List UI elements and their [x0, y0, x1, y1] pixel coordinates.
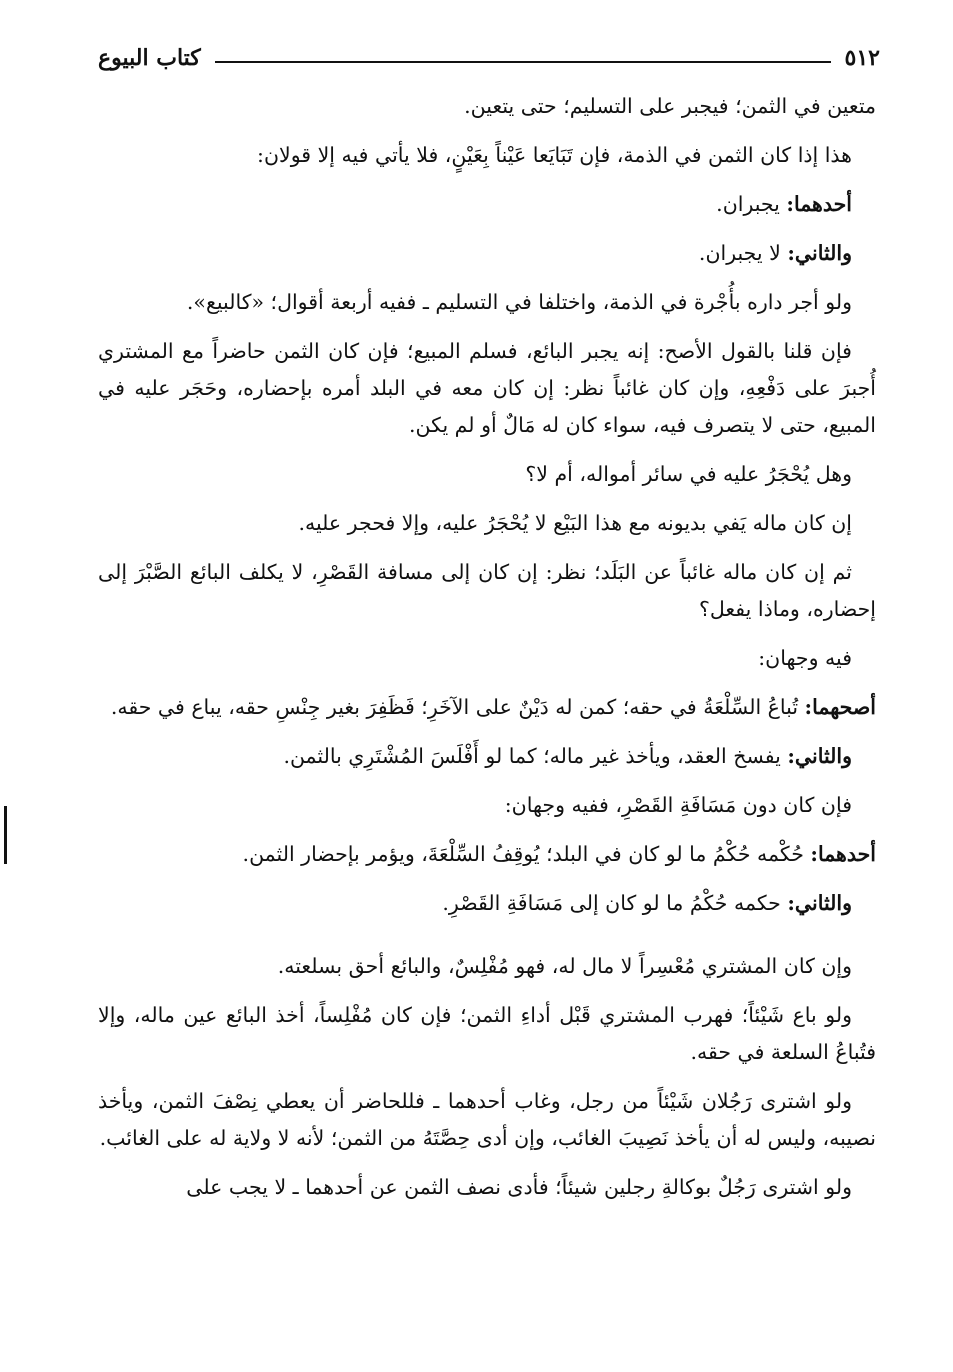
margin-mark — [4, 806, 7, 864]
paragraph: والثاني: حكمه حُكْمُ ما لو كان إلى مَسَافَةِ القَصْرِ. — [442, 891, 852, 915]
book-title: كتاب البيوع — [98, 45, 201, 71]
paragraph: ولو اشترى رَجُلان شَيْئاً من رجل، وغاب أحدهما ـ فللحاضر أن يعطي نِصْفَ الثمن، ويأخذ نصيبه، وليس له أن يأخذ نَصِيبَ الغائب، وإن أدى حِصَّتَهُ من الثمن؛ لأنه لا ولاية له على الغائب. — [98, 1089, 876, 1150]
paragraph: ولو أجر داره بأُجْرة في الذمة، واختلفا في التسليم ـ ففيه أربعة أقوال؛ «كالبيع». — [186, 290, 852, 314]
page-number: ٥١٢ — [844, 45, 880, 71]
paragraph: متعين في الثمن؛ فيجبر على التسليم؛ حتى يتعين. — [464, 94, 876, 118]
paragraph: فإن كان دون مَسَافَةِ القَصْرِ، ففيه وجهان: — [504, 793, 852, 817]
paragraph: هذا إذا كان الثمن في الذمة، فإن تَبَايَعا عَيْناً بِعَيْنٍ، فلا يأتي فيه إلا قولان: — [257, 143, 852, 167]
paragraph: ولو باع شَيْئاً؛ فهرب المشتري قَبْل أداءِ الثمن؛ فإن كان مُفْلِساً، أخذ البائع عين ماله، وإلا فتُباعُ السلعة في حقه. — [98, 1003, 876, 1064]
paragraph: ولو اشترى رَجُلٌ بوكالةِ رجلين شيئاً؛ فأدى نصف الثمن عن أحدهما ـ لا يجب على — [186, 1175, 852, 1199]
paragraph: والثاني: لا يجبران. — [698, 241, 852, 265]
paragraph: وهل يُحْجَرُ عليه في سائر أمواله، أم لا؟ — [525, 462, 852, 486]
paragraph: والثاني: يفسخ العقد، ويأخذ غير ماله؛ كما لو أَفْلَسَ المُشْتَرِي بالثمن. — [283, 744, 852, 768]
paragraph: إن كان ماله يَفي بديونه مع هذا البَيْع لا يُحْجَرُ عليه، وإلا فحجر عليه. — [298, 511, 852, 535]
paragraph: أحدهما: يجبران. — [716, 192, 852, 216]
paragraph: ثم إن كان ماله غائباً عن البَلَد؛ نظر: إن كان إلى مسافة القَصْرِ، لا يكلف البائع الصَّبْرَ إلى إحضاره، وماذا يفعل؟ — [98, 560, 876, 621]
paragraph: وإن كان المشتري مُعْسِراً لا مال له، فهو مُفْلِسٌ، والبائع أحق بسلعته. — [277, 954, 852, 978]
spacer — [98, 934, 876, 948]
paragraph: أصحهما: تُباعُ السِّلْعَةُ في حقه؛ كمن له دَيْنٌ على الآخَرِ؛ فَظَفِرَ بغير جِنْسِ حقه، يباع في حقه. — [110, 695, 876, 719]
paragraph: فإن قلنا بالقول الأصح: إنه يجبر البائع، فسلم المبيع؛ فإن كان الثمن حاضراً مع المشتري أُجبرَ على دَفْعِهِ، وإن كان غائباً نظر: إن كان معه في البلد أمره بإحضاره، وحَجَر عليه في المبيع، حتى لا يتصرف فيه، سواء كان له مَالٌ أو لم يكن. — [98, 339, 876, 437]
header-rule — [215, 61, 831, 63]
paragraph: فيه وجهان: — [758, 646, 852, 670]
page-body — [98, 88, 876, 1218]
page-header — [98, 38, 880, 78]
paragraph: أحدهما: حُكْمه حُكْمُ ما لو كان في البلد؛ يُوقِفُ السِّلْعَةَ، ويؤمر بإحضار الثمن. — [242, 842, 876, 866]
